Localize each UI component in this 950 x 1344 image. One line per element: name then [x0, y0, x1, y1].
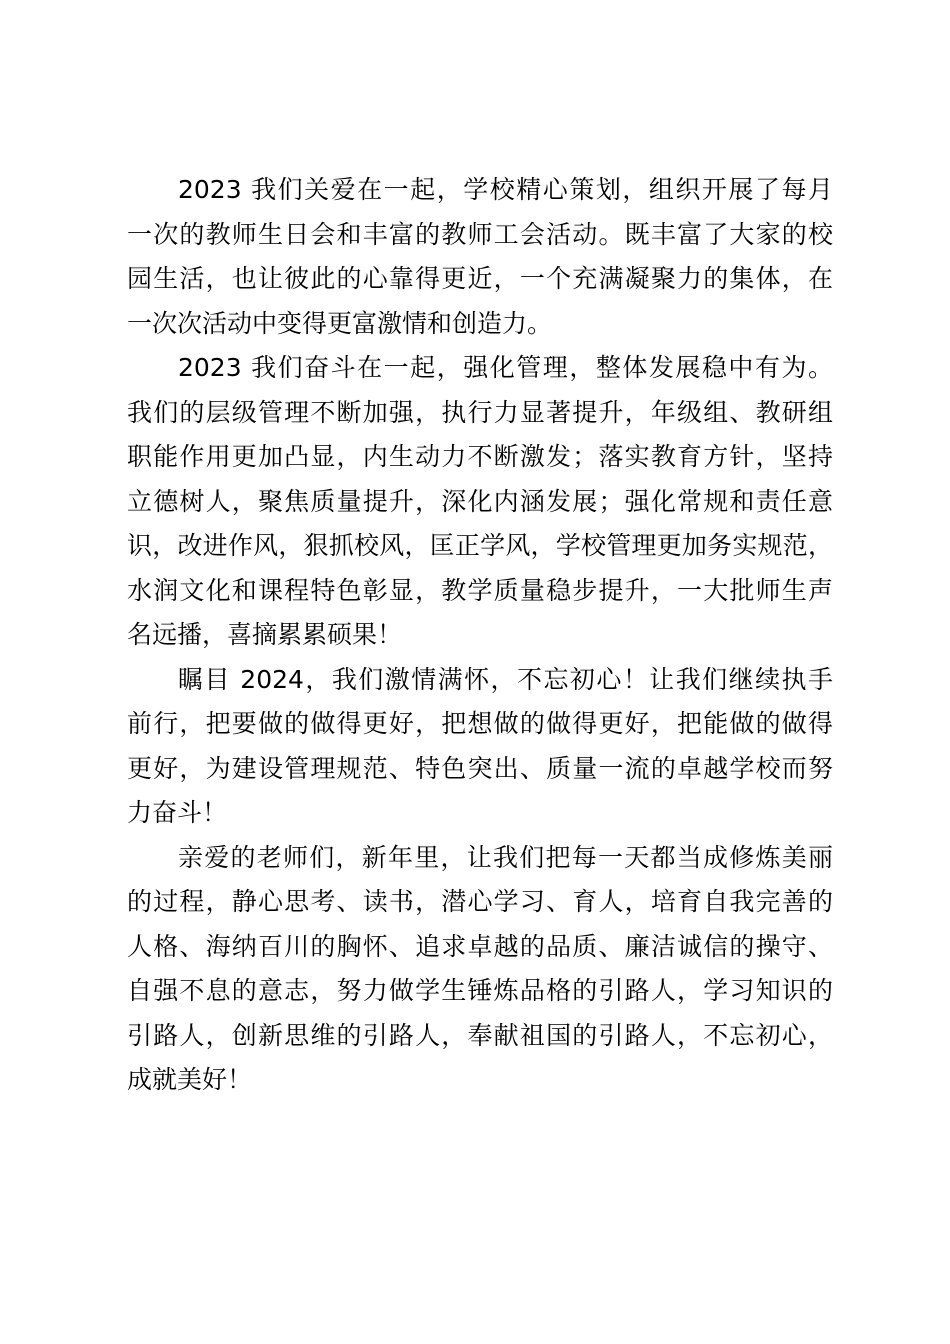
paragraph-dear-teachers: [127, 836, 833, 1103]
text-line: 的过程，静心思考、读书，潜心学习、育人，培育自我完善的: [127, 887, 833, 916]
text-line: 我们的层级管理不断加强，执行力显著提升，年级组、教研组: [127, 397, 833, 427]
text-line: 亲爱的老师们，新年里，让我们把每一天都当成修炼美丽: [178, 842, 833, 872]
text-line: 2023 我们关爱在一起，学校精心策划，组织开展了每月: [178, 175, 833, 204]
paragraph-caring-together: [127, 168, 833, 346]
text-line: 人格、海纳百川的胸怀、追求卓越的品质、廉洁诚信的操守、: [127, 931, 833, 961]
text-line: 名远播，喜摘累累硕果！: [127, 620, 403, 649]
document-body: [127, 168, 833, 1103]
text-line: 园生活，也让彼此的心靠得更近，一个充满凝聚力的集体，在: [127, 264, 833, 293]
text-line: 2023 我们奋斗在一起，强化管理，整体发展稳中有为。: [178, 353, 833, 382]
text-line: 职能作用更加凸显，内生动力不断激发；落实教育方针，坚持: [127, 442, 833, 471]
text-line: 一次次活动中变得更富激情和创造力。: [127, 308, 553, 338]
text-line: 力奋斗！: [127, 798, 228, 827]
text-line: 引路人，创新思维的引路人，奉献祖国的引路人，不忘初心，: [127, 1020, 833, 1050]
paragraph-striving-together: [127, 346, 833, 658]
text-line: 一次的教师生日会和丰富的教师工会活动。既丰富了大家的校: [127, 219, 833, 249]
text-line: 成就美好！: [127, 1065, 253, 1094]
text-line: 瞩目 2024，我们激情满怀，不忘初心！让我们继续执手: [178, 664, 833, 694]
text-line: 识，改进作风，狠抓校风，匡正学风，学校管理更加务实规范，: [127, 531, 833, 560]
text-line: 前行，把要做的做得更好，把想做的做得更好，把能做的做得: [127, 709, 833, 738]
text-line: 更好，为建设管理规范、特色突出、质量一流的卓越学校而努: [127, 753, 833, 783]
paragraph-looking-to-2024: [127, 658, 833, 836]
text-line: 自强不息的意志，努力做学生锤炼品格的引路人，学习知识的: [127, 976, 833, 1005]
text-line: 立德树人，聚焦质量提升，深化内涵发展；强化常规和责任意: [127, 486, 833, 516]
text-line: 水润文化和课程特色彰显，教学质量稳步提升，一大批师生声: [127, 575, 833, 605]
